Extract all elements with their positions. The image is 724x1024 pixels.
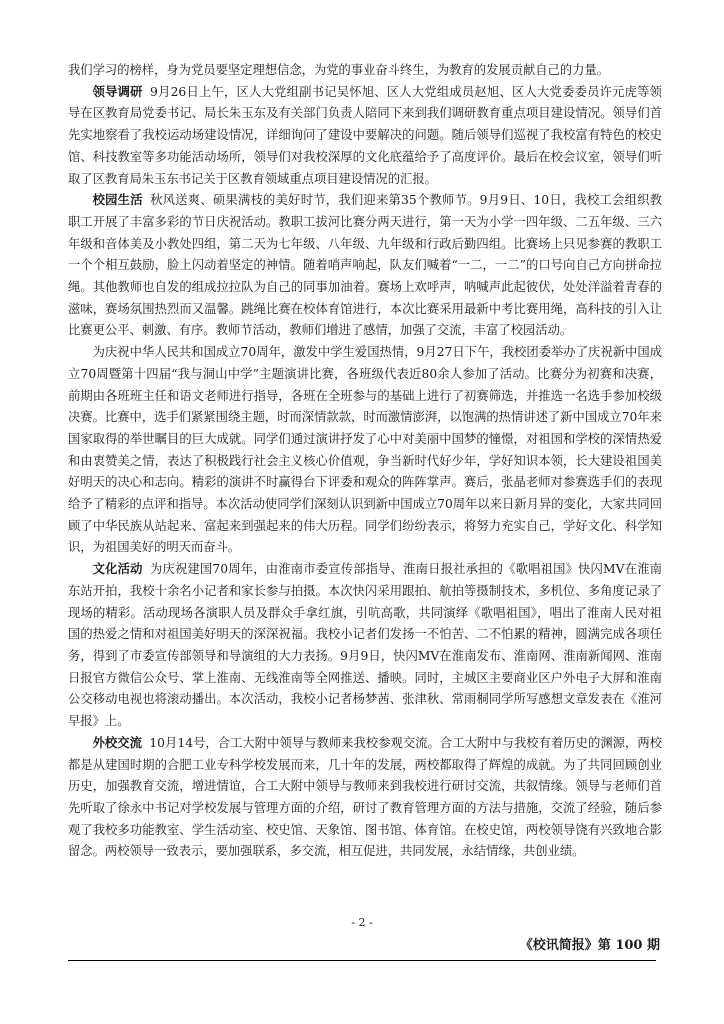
page-number: - 2 - — [351, 916, 373, 929]
section-text-school-exchange: 10月14号，合工大附中领导与教师来我校参观交流。合工大附中与我校有着历史的渊源，两校都是从建国时期的合肥工业专科学校发展而来，几十年的发展，两校都取得了辉煌的成就。为了共同回顾创业历史，加强教育交流，增进情谊，合工大附中领导与教师来到我校进行研讨交流，共叙情缘。领导与老师们首先听取了徐永中书记对学校发展与管理方面的介绍，研讨了教育管理方面的方法与措施，交流了经验，随后参观了我校多功能教室、学生活动室、校史馆、天象馆、图书馆、体育馆。在校史馆，两校领导饶有兴致地合影留念。两校领导一致表示，要加强联系，多交流，相互促进，共同发展，永结情缘，共创业绩。 — [68, 735, 662, 859]
section-label-school-exchange: 外校交流 — [92, 735, 142, 750]
section-text-campus-life: 秋风送爽、硕果满枝的美好时节，我们迎来第35个教师节。9月9日、10日，我校工会组织教职工开展了丰富多彩的节日庆祝活动。教职工拔河比赛分两天进行，第一天为小学一四年级、二五年级、三六年级和音体美及小教处四组，第二天为七年级、八年级、九年级和行政后勤四组。比赛场上只见参赛的教职工一个个相互鼓励，脸上闪动着坚定的神情。随着哨声响起，队友们喊着“一二，一二”的口号向自己方向拼命拉绳。其他教师也自发的组成拉拉队为自己的同事加油着。赛场上欢呼声，呐喊声此起彼伏，处处洋溢着青春的滋味，赛场氛围热烈而又温馨。跳绳比赛在校体育馆进行，本次比赛采用最新中考比赛用绳，高科技的引入让比赛更公平、刺激、有序。教师节活动，教师们增进了感情，加强了交流，丰富了校园活动。 — [68, 193, 662, 338]
intro-text: 我们学习的榜样，身为党员要坚定理想信念，为党的事业奋斗终生，为教育的发展贡献自己的力量。 — [68, 63, 610, 77]
section-label-leader-visit: 领导调研 — [92, 84, 143, 99]
article-body — [68, 60, 662, 863]
section-leader-visit — [68, 82, 662, 191]
section-cultural-activity — [68, 559, 662, 733]
section-label-cultural-activity: 文化活动 — [92, 562, 143, 577]
footer-issue: 《校讯简报》第 100 期 — [519, 938, 660, 953]
section-text-leader-visit: 9月26日上午，区人大党组副书记吴怀旭、区人大党组成员赵旭、区人大党委委员许元虎等领导在区教育局党委书记、局长朱玉东及有关部门负责人陪同下来到我们调研教育重点项目建设情况。领导们首先实地察看了我校运动场建设情况，详细询问了建设中要解决的问题。随后领导们巡视了我校富有特色的校史馆、科技教室等多功能活动场所，领导们对我校深厚的文化底蕴给予了高度评价。最后在校会议室，领导们听取了区教育局朱玉东书记关于区教育领域重点项目建设情况的汇报。 — [68, 84, 662, 186]
section-text-speech-contest: 为庆祝中华人民共和国成立70周年，激发中学生爱国热情，9月27日下午，我校团委举办了庆祝新中国成立70周暨第十四届“我与洞山中学”主题演讲比赛，各班级代表近80余人参加了活动。比赛分为初赛和决赛，前期由各班班主任和语文老师进行指导，各班在全班参与的基础上进行了初赛筛选，并推选一名选手参加校级决赛。比赛中，选手们紧紧围绕主题，时而深情款款，时而激情澎湃，以饱满的热情讲述了新中国成立70年来国家取得的举世瞩目的巨大成就。同学们通过演讲抒发了心中对美丽中国梦的憧憬，对祖国和学校的深情热爱和由衷赞美之情，表达了积极践行社会主义核心价值观，争当新时代好少年，学好知识本领，长大建设祖国美好明天的决心和志向。精彩的演讲不时赢得台下评委和观众的阵阵掌声。赛后，张晶老师对参赛选手们的表现给予了精彩的点评和指导。本次活动使同学们深刻认识到新中国成立70周年以来日新月异的变化，大家共同回顾了中华民族从站起来、富起来到强起来的伟大历程。同学们纷纷表示，将努力充实自己，学好文化、科学知识，为祖国美好的明天而奋斗。 — [68, 345, 662, 555]
section-speech-contest — [68, 342, 662, 559]
footer-divider — [68, 960, 656, 961]
section-school-exchange — [68, 733, 662, 863]
section-text-cultural-activity: 为庆祝建国70周年，由淮南市委宣传部指导、淮南日报社承担的《歌唱祖国》快闪MV在淮南东站开拍，我校十余名小记者和家长参与拍摄。本次快闪采用跟拍、航拍等摄制技术，多机位、多角度记录了现场的精彩。活动现场各演职人员及群众手拿红旗，引吭高歌，共同演绎《歌唱祖国》，唱出了淮南人民对祖国的热爱之情和对祖国美好明天的深深祝福。我校小记者们发扬一不怕苦、二不怕累的精神，圆满完成各项任务，得到了市委宣传部领导和导演组的大力表扬。9月9日，快闪MV在淮南发布、淮南网、淮南新闻网、淮南日报官方微信公众号、掌上淮南、无线淮南等全网推送、播映。同时，主城区主要商业区户外电子大屏和淮南公交移动电视也将滚动播出。本次活动，我校小记者杨梦茜、张津秋、常雨桐同学所写感想文章发表在《淮河早报》上。 — [68, 562, 662, 729]
section-campus-life — [68, 190, 662, 342]
intro-paragraph — [68, 60, 662, 82]
section-label-campus-life: 校园生活 — [92, 193, 143, 208]
